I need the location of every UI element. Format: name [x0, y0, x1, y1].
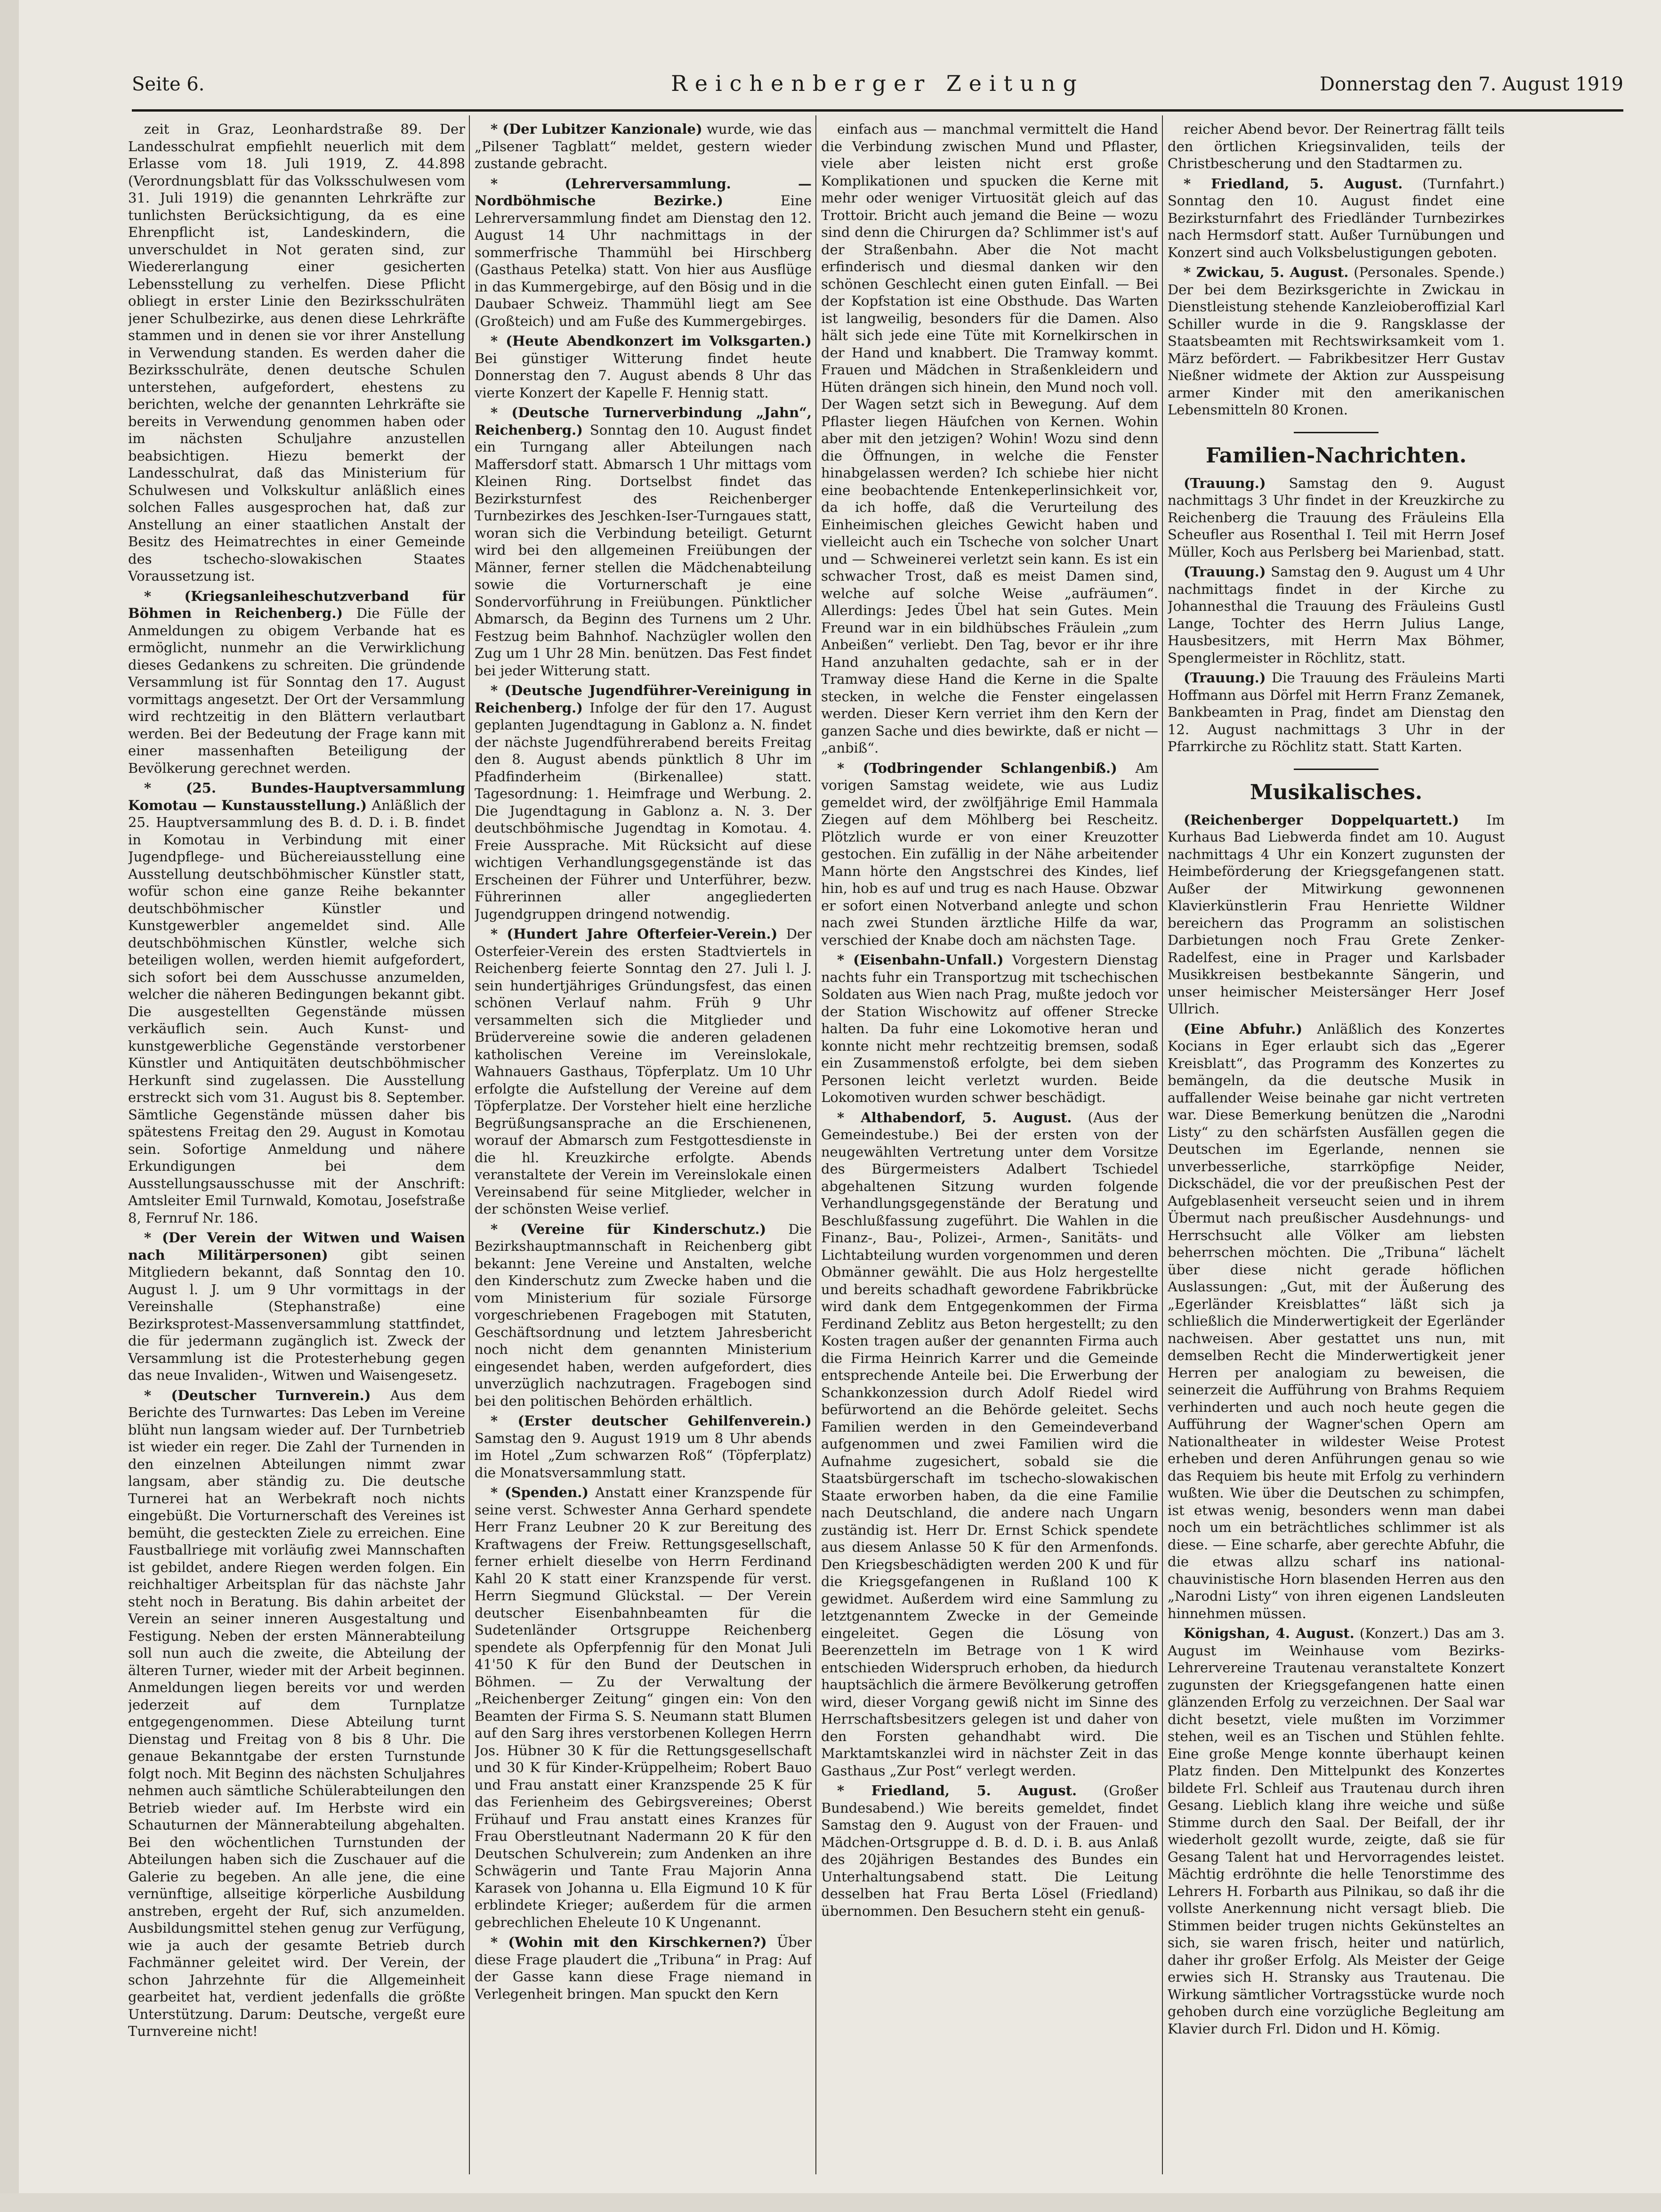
article-text: Infolge der für den 17. August geplanten Jugendtagung in Gablonz a. N. findet der nächste Jugendführerabend bereits Freitag den 8. August abends pünktlich 8 Uhr im Pfadfinderheim (Birkenallee) statt. Tagesordnung: 1. Heimfrage und Werbung. 2. Die Jugendtagung in Gablonz a. N. 3. Der deutschböhmische Jugendtag in Komotau. 4. Freie Aussprache. Mit Rücksicht auf diese wichtigen Verhandlungsgegenstände ist das Erscheinen der Führer und Unterführer, bezw. Führerinnen aller angegliederten Jugendgruppen dringend notwendig. — [475, 699, 812, 922]
article-lead: * Zwickau, 5. August. — [1184, 264, 1349, 280]
article-text: (Personales. Spende.) Der bei dem Bezirksgerichte in Zwickau in Dienstleistung stehende Kanzleioberoffizial Karl Schiller wurde in die 9. Rangsklasse der Staatsbeamten mit Rechtswirksamkeit vom 1. März befördert. — Fabrikbesitzer Herr Gustav Nießner widmete der Aktion zur Ausspeisung armer Kinder mit den amerikanischen Lebensmitteln 80 Kronen. — [1168, 264, 1505, 418]
article-lead: * (Deutsche Turnerverbindung „Jahn“, Reichenberg.) — [475, 405, 812, 438]
article-paragraph — [128, 1387, 465, 2040]
article-paragraph — [821, 951, 1158, 1106]
article-text: Anstatt einer Kranzspende für seine verst. Schwester Anna Gerhard spendete Herr Franz Leubner 20 K zur Bereitung des Kraftwagens der Freiw. Rettungsgesellschaft, ferner erhielt dieselbe von Herrn Ferdinand Kahl 20 K statt einer Kranzspende für verst. Herrn Siegmund Glückstal. — Der Verein deutscher Eisenbahnbeamten für die Sudetenländer Ortsgruppe Reichenberg spendete als Opferpfennig für den Monat Juli 41'50 K für den Bund der Deutschen in Böhmen. — Zu der Verwaltung der „Reichenberger Zeitung“ gingen ein: Von den Beamten der Firma S. S. Neumann statt Blumen auf den Sarg ihres verstorbenen Kollegen Herrn Jos. Hübner 30 K für die Rettungsgesellschaft und 30 K für Kinder-Krüppelheim; Robert Bauo und Frau anstatt einer Kranzspende 25 K für das Ferienheim des Gebirgsvereines; Oberst Frühauf und Frau anstatt eines Kranzes für Frau Oberstleutnant Nadermann 20 K für den Deutschen Schulverein; zum Andenken an ihre Schwägerin und Tante Frau Majorin Anna Karasek von Johanna u. Ella Eigmund 10 K für erblindete Krieger; außerdem für die armen gebrechlichen Eheleute 10 K Ungenannt. — [475, 1484, 812, 1930]
article-paragraph — [821, 121, 1158, 757]
article-text: Im Kurhaus Bad Liebwerda findet am 10. August nachmittags 4 Uhr ein Konzert zugunsten der Heimbeförderung der Kriegsgefangenen statt. Außer der Mitwirkung gewonnenen Klavierkünstlerin Frau Henriette Wildner bereichern das Programm an solistischen Darbietungen noch Frau Grete Zenker-Radelfest, eine in Prager und Karlsbader Musikkreisen bestbekannte Sängerin, und unser heimischer Meistersänger Herr Josef Ullrich. — [1168, 811, 1505, 1017]
article-paragraph — [1168, 1625, 1505, 2037]
article-paragraph — [475, 1221, 812, 1410]
article-paragraph — [475, 1484, 812, 1931]
section-heading: Musikalisches. — [1250, 780, 1423, 804]
column-divider — [1162, 115, 1163, 2174]
article-paragraph — [128, 121, 465, 585]
article-text: (Konzert.) Das am 3. August im Weinhause vom Bezirks-Lehrervereine Trautenau veranstaltete Konzert zugunsten der Kriegsgefangenen hatte einen glänzenden Erfolg zu verzeichnen. Der Saal war dicht besetzt, viele mußten im Vorzimmer stehen, weil es an Tischen und Stühlen fehlte. Eine große Menge konnte überhaupt keinen Platz finden. Den Mittelpunkt des Konzertes bildete Frl. Schleif aus Trautenau durch ihren Gesang. Lieblich klang ihre weiche und süße Stimme durch den Saal. Der Beifall, der ihr wiederholt gezollt wurde, zeigte, daß sie für Gesang Talent hat und Hervorragendes leistet. Mächtig erdröhnte die helle Tenorstimme des Lehrers H. Forbarth aus Pilnikau, so daß ihr die vollste Anerkennung nicht versagt blieb. Die Stimmen beider trugen nichts Gekünsteltes an sich, sie waren frisch, heiter und natürlich, daher ihr großer Erfolg. Als Meister der Geige erwies sich H. Stransky aus Trautenau. Die Wirkung sämtlicher Vortragsstücke wurde noch gehoben durch eine vorzügliche Begleitung am Klavier durch Frl. Didon und H. Kömig. — [1168, 1625, 1505, 2037]
article-text: Bei günstiger Witterung findet heute Donnerstag den 7. August abends 8 Uhr das vierte Konzert der Kapelle F. Hennig statt. — [475, 350, 812, 401]
article-lead: * (Der Verein der Witwen und Waisen nach Militärpersonen) — [128, 1230, 465, 1263]
article-paragraph — [475, 332, 812, 401]
article-lead: * (Wohin mit den Kirschkernen?) — [491, 1934, 767, 1950]
article-lead: * Friedland, 5. August. — [837, 1783, 1077, 1799]
article-paragraph — [821, 1109, 1158, 1780]
article-paragraph — [1168, 121, 1505, 172]
article-lead: * (Kriegsanleiheschutzverband für Böhmen in Reichenberg.) — [128, 588, 465, 621]
article-lead: * (Erster deutscher Gehilfenverein.) — [491, 1413, 812, 1429]
page-edge-left — [0, 0, 19, 2212]
article-paragraph — [475, 1412, 812, 1481]
header-rule — [132, 109, 1623, 112]
article-text: (Turnfahrt.) Sonntag den 10. August findet eine Bezirksturnfahrt des Friedländer Turnbezirkes nach Hermsdorf statt. Außer Turnübungen und Konzert sind auch Volksbelustigungen geboten. — [1168, 175, 1505, 260]
article-text: Die Fülle der Anmeldungen zu obigem Verbande hat es ermöglicht, nunmehr an die Verwirklichung dieses Gedankens zu schreiten. Die gründende Versammlung ist für Sonntag den 17. August vormittags angesetzt. Der Ort der Versammlung wird rechtzeitig in den Blättern verlautbart werden. Bei der Bedeutung der Frage kann mit einer massenhaften Beteiligung der Bevölkerung gerechnet werden. — [128, 605, 465, 776]
article-lead: * Althabendorf, 5. August. — [837, 1109, 1072, 1126]
article-text: Die Trauung des Fräuleins Marti Hoffmann aus Dörfel mit Herrn Franz Zemanek, Bankbeamten in Prag, findet am Dienstag den 12. August nachmittags 3 Uhr in der Pfarrkirche zu Röchlitz statt. Statt Karten. — [1168, 670, 1505, 754]
article-text: (Aus der Gemeindestube.) Bei der ersten von der neugewählten Vertretung unter dem Vorsitze des Bürgermeisters Adalbert Tschiedel abgehaltenen Sitzung wurden folgende Verhandlungsgegenstände der Beratung und Beschlußfassung zugeführt. Die Wahlen in die Finanz-, Bau-, Polizei-, Armen-, Sanitäts- und Lichtabteilung wurden vorgenommen und deren Obmänner gewählt. Die aus Holz hergestellte und bereits schadhaft gewordene Fabrikbrücke wird dank dem Entgegenkommen der Firma Ferdinand Zeblitz aus Beton hergestellt; zu den Kosten tragen außer der genannten Firma auch die Firma Heinrich Karrer und die Gemeinde entsprechende Anteile bei. Die Erwerbung der Schankkonzession durch Adolf Riedel wird befürwortend an die Behörde geleitet. Sechs Familien werden in den Gemeindeverband aufgenommen und zwei Familien wird die Aufnahme zugesichert, sobald sie die Staatsbürgerschaft im tschecho-slowakischen Staate erworben haben, da die eine Familie nach Deutschland, die andere nach Ungarn zuständig ist. Herr Dr. Ernst Schick spendete aus diesem Anlasse 50 K für den Armenfonds. Den Kriegsbeschädigten werden 200 K und für die Kriegsgefangenen in Rußland 100 K gewidmet. Außerdem wird eine Sammlung zu letztgenanntem Zwecke in der Gemeinde eingeleitet. Gegen die Lösung von Beerenzetteln im Betrage von 1 K wird entschieden Widerspruch erhoben, da hiedurch hauptsächlich die ärmere Bevölkerung getroffen wird, dieser Vorgang gewiß nicht im Sinne des Herrschaftsbesitzers gelegen ist und daher von den Forsten gehandhabt wird. Die Marktamtskanzlei wird in nächster Zeit in das Gasthaus „Zur Post“ verlegt werden. — [821, 1109, 1158, 1779]
article-lead: * (Heute Abendkonzert im Volksgarten.) — [491, 333, 812, 349]
section-heading: Familien-Nachrichten. — [1205, 443, 1467, 468]
text-column-2 — [475, 118, 812, 2162]
article-text: (Großer Bundesabend.) Wie bereits gemeldet, findet Samstag den 9. August von der Frauen- und Mädchen-Ortsgruppe d. B. d. D. i. B. aus Anlaß des 20jährigen Bestandes des Bundes ein Unterhaltungsabend statt. Die Leitung desselben hat Frau Berta Lösel (Friedland) übernommen. Den Besuchern steht ein genuß- — [821, 1783, 1158, 1919]
article-text: einfach aus — manchmal vermittelt die Hand die Verbindung zwischen Mund und Pflaster, viele aber leisten nicht erst große Komplikationen und spucken die Kerne mit mehr oder weniger Virtuosität gleich auf das Trottoir. Bricht auch jemand die Beine — wozu sind denn die Chirurgen da? Schlimmer ist's auf der Straßenbahn. Aber die Not macht erfinderisch und diesmal danken wir den schönen Geschlecht einen guten Einfall. — Bei der Kopfstation ist eine Obsthude. Das Warten ist langweilig, besonders für die Damen. Also hält sich jede eine Tüte mit Kornelkirschen in der Hand und knabbert. Die Tramway kommt. Frauen und Mädchen in Straßenkleidern und Hüten drängen sich hinein, den Mund noch voll. Der Wagen setzt sich in Bewegung. Auf dem Pflaster liegen Häufchen von Kernen. Wohin aber mit den jetzigen? Wohin! Wozu sind denn die Öffnungen, in welche die Fenster hinabgelassen werden? Ich schiebe hier nicht eine beobachtende Entenkeperlinsichkeit vor, da ich hoffe, daß die Verurteilung des Einheimischen gleiches Gewicht haben und vielleicht auch ein Tscheche von solcher Unart und — Schweinerei verletzt sein kann. Es ist ein schwacher Trost, daß es meist Damen sind, welche auf solche Weise „aufräumen“. Allerdings: Jedes Übel hat sein Gutes. Mein Freund war in ein bildhübsches Fräulein „zum Anbeißen“ verliebt. Den Tag, bevor er ihr ihre Hand anzuhalten gedachte, sah er in der Tramway diese Hand die Kerne in die Spalte stecken, in welche die Fenster eingelassen werden. Dieser Kern verriet ihm den Kern der ganzen Sache und dies bewirkte, daß er nicht — „anbiß“. — [821, 121, 1158, 756]
page-edge-bottom — [0, 2193, 1661, 2212]
article-text: Anläßlich der 25. Hauptversammlung des B. d. D. i. B. findet in Komotau in Verbindung mit einer Jugendpflege- und Büchereiausstellung eine Ausstellung deutschböhmischer Künstler statt, wofür schon eine ganze Reihe bekannter deutschböhmischer Künstler und Kunstgewerbler angemeldet sind. Alle deutschböhmischen Künstler, welche sich beteiligen wollen, werden hiemit aufgefordert, sich sofort bei dem Ausschusse anzumelden, welcher die näheren Bedingungen bekannt gibt. Die ausgestellten Gegenstände müssen verkäuflich sein. Auch Kunst- und kunstgewerbliche Gegenstände verstorbener Künstler und Antiquitäten deutschböhmischer Herkunft sind zugelassen. Die Ausstellung erstreckt sich vom 31. August bis 8. September. Sämtliche Gegenstände müssen daher bis spätestens Freitag den 29. August in Komotau sein. Sofortige Anmeldung und nähere Erkundigungen bei dem Ausstellungsausschusse mit der Anschrift: Amtsleiter Emil Turnwald, Komotau, Josefstraße 8, Fernruf Nr. 186. — [128, 797, 465, 1226]
page-header — [132, 71, 1623, 101]
article-text: reicher Abend bevor. Der Reinertrag fällt teils den örtlichen Kriegsinvaliden, teils der Christbescherung und den Stadtarmen zu. — [1168, 121, 1505, 171]
article-lead: * (Eisenbahn-Unfall.) — [837, 952, 1004, 968]
article-lead: * (Todbringender Schlangenbiß.) — [837, 760, 1117, 776]
article-lead: * (Deutscher Turnverein.) — [144, 1387, 371, 1403]
article-text: Samstag den 9. August um 4 Uhr nachmittags findet in der Kirche zu Johannesthal die Trauung des Fräuleins Gustl Lange, Tochter des Herrn Julius Lange, Hausbesitzers, mit Herrn Max Böhmer, Spenglermeister in Röchlitz, statt. — [1168, 564, 1505, 666]
article-paragraph — [475, 404, 812, 679]
article-lead: (Trauung.) — [1184, 670, 1266, 686]
article-text: Aus dem Berichte des Turnwartes: Das Leben im Vereine blüht nun langsam wieder auf. Der Turnbetrieb ist wieder ein reger. Die Zahl der Turnenden in den einzelnen Abteilungen nimmt zwar langsam, aber ständig zu. Die deutsche Turnerei hat an Werbekraft noch nichts eingebüßt. Die Vorturnerschaft des Vereines ist bemüht, die gesteckten Ziele zu erreichen. Eine Faustballriege mit vorläufig zwei Mannschaften ist gebildet, andere Riegen werden folgen. Ein reichhaltiger Arbeitsplan für das nächste Jahr steht noch in Beratung. Bis dahin arbeitet der Verein an seiner inneren Ausgestaltung und Festigung. Neben der ersten Männerabteilung soll nun auch die zweite, die Abteilung der älteren Turner, wieder mit der Arbeit beginnen. Anmeldungen liegen bereits vor und werden jederzeit auf dem Turnplatze entgegengenommen. Diese Abteilung turnt Dienstag und Freitag von 8 bis 8 Uhr. Die genaue Bekanntgabe der ersten Turnstunde folgt noch. Mit Beginn des nächsten Schuljahres nehmen auch sämtliche Schülerabteilungen den Betrieb wieder auf. Im Herbste wird ein Schauturnen der Männerabteilung abgehalten. Bei den wöchentlichen Turnstunden der Abteilungen haben sich die Zuschauer auf die Galerie zu begeben. An alle jene, die eine vernünftige, allseitige körperliche Ausbildung anstreben, ergeht der Ruf, sich anzumelden. Ausbildungsmittel stehen genug zur Verfügung, wie ja auch der gesamte Betrieb durch Fachmänner geleitet wird. Der Verein, der schon Jahrzehnte für die Allgemeinheit gearbeitet hat, verdient jedenfalls die größte Unterstützung. Darum: Deutsche, vergeßt eure Turnvereine nicht! — [128, 1387, 465, 2039]
article-text: Vorgestern Dienstag nachts fuhr ein Transportzug mit tschechischen Soldaten aus Wien nach Prag, mußte jedoch vor der Station Wischowitz auf offener Strecke halten. Da fuhr eine Lokomotive heran und konnte nicht mehr rechtzeitig bremsen, sodaß ein Zusammenstoß erfolgte, bei dem sieben Personen leicht verletzt wurden. Beide Lokomotiven wurden schwer beschädigt. — [821, 952, 1158, 1105]
article-paragraph — [475, 175, 812, 330]
article-text: gibt seinen Mitgliedern bekannt, daß Sonntag den 10. August l. J. um 9 Uhr vormittags in der Vereinshalle (Stephanstraße) eine Bezirksprotest-Massenversammlung stattfindet, die für jedermann zugänglich ist. Zweck der Versammlung ist die Protesterhebung gegen das neue Invaliden-, Witwen und Waisengesetz. — [128, 1247, 465, 1383]
article-paragraph — [475, 682, 812, 923]
article-paragraph — [1168, 264, 1505, 419]
article-text: Samstag den 9. August 1919 um 8 Uhr abends im Hotel „Zum schwarzen Roß“ (Töpferplatz) die Monatsversammlung statt. — [475, 1430, 812, 1481]
article-lead: (Reichenberger Doppelquartett.) — [1184, 811, 1459, 828]
article-paragraph — [821, 1782, 1158, 1920]
section-rule — [1294, 432, 1379, 433]
article-text: Samstag den 9. August nachmittags 3 Uhr findet in der Kreuzkirche zu Reichenberg die Trauung des Fräuleins Ella Scheufler aus Rosenthal I. Teil mit Herrn Josef Müller, Koch aus Perlsberg bei Marienbad, statt. — [1168, 475, 1505, 560]
article-lead: (Trauung.) — [1184, 475, 1266, 491]
article-paragraph — [1168, 811, 1505, 1018]
article-lead: Königshan, 4. August. — [1184, 1625, 1355, 1641]
article-paragraph — [1168, 669, 1505, 755]
article-lead: * (Lehrerversammlung. — Nordböhmische Bezirke.) — [475, 175, 812, 209]
article-text: Die Bezirkshauptmannschaft in Reichenberg gibt bekannt: Jene Vereine und Anstalten, welche den Kinderschutz zum Zwecke haben und die vom Ministerium für soziale Fürsorge vorgeschriebenen Fragebogen mit Statuten, Geschäftsordnung und letztem Jahresbericht noch nicht dem genannten Ministerium eingesendet haben, werden aufgefordert, dies unverzüglich nachzutragen. Fragebogen sind bei den politischen Behörden erhältlich. — [475, 1221, 812, 1409]
article-lead: (Trauung.) — [1184, 564, 1266, 580]
article-text: zeit in Graz, Leonhardstraße 89. Der Landesschulrat empfiehlt neuerlich mit dem Erlasse vom 18. Juli 1919, Z. 44.898 (Verordnungsblatt für das Volksschulwesen vom 31. Juli 1919) die genannten Lehrkräfte zur tunlichsten Berücksichtigung, da es eine Ehrenpflicht ist, Landeskindern, die unverschuldet in Not geraten sind, zur Wiedererlangung einer gesicherten Lebensstellung zu verhelfen. Diese Pflicht obliegt in erster Linie den Bezirksschulräten jener Schulbezirke, aus denen diese Lehrkräfte stammen und in denen sie vor ihrer Anstellung in Verwendung standen. Es werden daher die Bezirksschulräte, denen deutsche Schulen unterstehen, aufgefordert, ehestens zu berichten, welche der genannten Lehrkräfte sie bereits in Verwendung genommen haben oder im nächsten Schuljahre anzustellen beabsichtigen. Hiezu bemerkt der Landesschulrat, daß das Ministerium für Schulwesen und Volkskultur anläßlich eines solchen Falles ausgesprochen hat, daß zur Anstellung an einer staatlichen Anstalt der Besitz des Heimatrechtes in einer Gemeinde des tschecho-slowakischen Staates Voraussetzung ist. — [128, 121, 465, 584]
text-column-4 — [1168, 118, 1505, 2162]
column-divider — [469, 115, 470, 2174]
section-rule — [1294, 769, 1379, 770]
text-column-1 — [128, 118, 465, 2162]
article-paragraph — [1168, 475, 1505, 561]
article-text: Am vorigen Samstag weidete, wie aus Ludiz gemeldet wird, der zwölfjährige Emil Hammala Ziegen auf dem Möhlberg bei Rescheitz. Plötzlich wurde er von einer Kreuzotter gestochen. Ein zufällig in der Nähe arbeitender Mann hörte den Angstschrei des Kindes, lief hin, hob es auf und trug es nach Hause. Obzwar er sofort einen Notverband anlegte und schon nach zwei Stunden ärztliche Hilfe da war, verschied der Knabe doch am nächsten Tage. — [821, 760, 1158, 948]
article-paragraph — [1168, 563, 1505, 666]
article-text: Anläßlich des Konzertes Kocians in Eger erlaubt sich das „Egerer Kreisblatt“, das Programm des Konzertes zu bemängeln, da die deutsche Musik in auffallender Weise beinahe gar nicht vertreten war. Diese Bemerkung benützen die „Narodni Listy“ zu den schärfsten Ausfällen gegen die Deutschen im Egerlande, nennen sie unverbesserliche, starrköpfige Neider, Dickschädel, die vor der preußischen Pest der Aufgeblasenheit verseucht seien und in ihrem Übermut nach preußischer Ausdehnungs- und Herrschsucht alle Völker am liebsten beherrschen möchten. Die „Tribuna“ lächelt über diese nicht gerade höflichen Auslassungen: „Gut, mit der Äußerung des „Egerländer Kreisblattes“ läßt sich ja schließlich die Minderwertigkeit der Egerländer nachweisen. Aber gestattet uns nun, mit demselben Recht die Minderwertigkeit jener Herren per analogiam zu beweisen, die seinerzeit die Aufführung von Brahms Requiem verhinderten und auch noch heute gegen die Aufführung der Wagner'schen Opern am Nationaltheater in wildester Weise Protest erheben und deren Anführungen genau so wie das Requiem bis heute mit Erfolg zu verhindern wußten. Wie über die Deutschen zu schimpfen, ist etwas wenig, besonders wenn man dabei noch um ein beträchtliches schlimmer ist als diese. — Eine scharfe, aber gerechte Abfuhr, die die etwas allzu scharf ins national-chauvinistische Horn blasenden Herren aus den „Narodni Listy“ von ihren eigenen Landsleuten hinnehmen müssen. — [1168, 1021, 1505, 1621]
article-lead: * Friedland, 5. August. — [1184, 175, 1403, 192]
article-lead: * (Deutsche Jugendführer-Vereinigung in Reichenberg.) — [475, 682, 812, 716]
issue-date: Donnerstag den 7. August 1919 — [1320, 73, 1623, 95]
article-paragraph — [128, 588, 465, 777]
article-lead: * (Vereine für Kinderschutz.) — [491, 1221, 766, 1237]
article-paragraph — [128, 1229, 465, 1384]
text-column-3 — [821, 118, 1158, 2162]
article-lead: * (Hundert Jahre Ofterfeier-Verein.) — [491, 926, 778, 942]
page-number: Seite 6. — [132, 73, 205, 95]
article-paragraph — [475, 121, 812, 172]
article-text: Der Osterfeier-Verein des ersten Stadtviertels in Reichenberg feierte Sonntag den 27. Juli l. J. sein hundertjähriges Gründungsfest, das einen schönen Verlauf nahm. Früh 9 Uhr versammelten sich die Mitglieder und Brüdervereine sowie die anderen geladenen katholischen Vereine im Vereinslokale, Wahnauers Gasthaus, Töpferplatz. Um 10 Uhr erfolgte die Aufstellung der Vereine auf dem Töpferplatze. Der Vorsteher hielt eine herzliche Begrüßungsansprache an die Erschienenen, worauf der Abmarsch zum Festgottesdienste in die hl. Kreuzkirche erfolgte. Abends veranstaltete der Verein im Vereinslokale einen Vereinsabend für seine Mitglieder, welcher in der schönsten Weise verlief. — [475, 926, 812, 1217]
article-lead: * (Spenden.) — [491, 1484, 589, 1500]
article-lead: * (Der Lubitzer Kanzionale) — [491, 121, 702, 137]
article-paragraph — [1168, 175, 1505, 261]
article-lead: (Eine Abfuhr.) — [1184, 1021, 1303, 1037]
article-text: Über diese Frage plaudert die „Tribuna“ in Prag: Auf der Gasse kann diese Frage niemand in Verlegenheit bringen. Man spuckt den Kern — [475, 1934, 812, 2002]
article-paragraph — [1168, 1021, 1505, 1622]
article-text: Sonntag den 10. August findet ein Turngang aller Abteilungen nach Maffersdorf statt. Abmarsch 1 Uhr mittags vom Kleinen Ring. Dortselbst findet das Bezirksturnfest des Reichenberger Turnbezirkes des Jeschken-Iser-Turngaues statt, woran sich die Verbindung beteiligt. Geturnt wird bei den allgemeinen Freiübungen der Männer, ferner stellen die Mädchenabteilung sowie die Vorturnerschaft je eine Sondervorführung in Freiübungen. Pünktlicher Abmarsch, da Beginn des Turnens um 2 Uhr. Festzug beim Bahnhof. Nachzügler wollen den Zug um 1 Uhr 28 Min. benützen. Das Fest findet bei jeder Witterung statt. — [475, 421, 812, 679]
article-paragraph — [128, 779, 465, 1226]
newspaper-title: Reichenberger Zeitung — [671, 71, 1084, 96]
article-text: wurde, wie das „Pilsener Tagblatt“ meldet, gestern wieder zustande gebracht. — [475, 121, 812, 171]
article-paragraph — [475, 925, 812, 1218]
column-divider — [815, 115, 816, 2174]
article-text: Eine Lehrerversammlung findet am Dienstag den 12. August 14 Uhr nachmittags in der sommerfrische Thammühl bei Hirschberg (Gasthaus Petelka) statt. Von hier aus Ausflüge in das Kummergebirge, auf den Bösig und in die Daubaer Schweiz. Thammühl liegt am See (Großteich) und am Fuße des Kummergebirges. — [475, 193, 812, 329]
article-paragraph — [475, 1934, 812, 2002]
article-lead: * (25. Bundes-Hauptversammlung Komotau — Kunstausstellung.) — [128, 780, 465, 813]
article-paragraph — [821, 760, 1158, 949]
